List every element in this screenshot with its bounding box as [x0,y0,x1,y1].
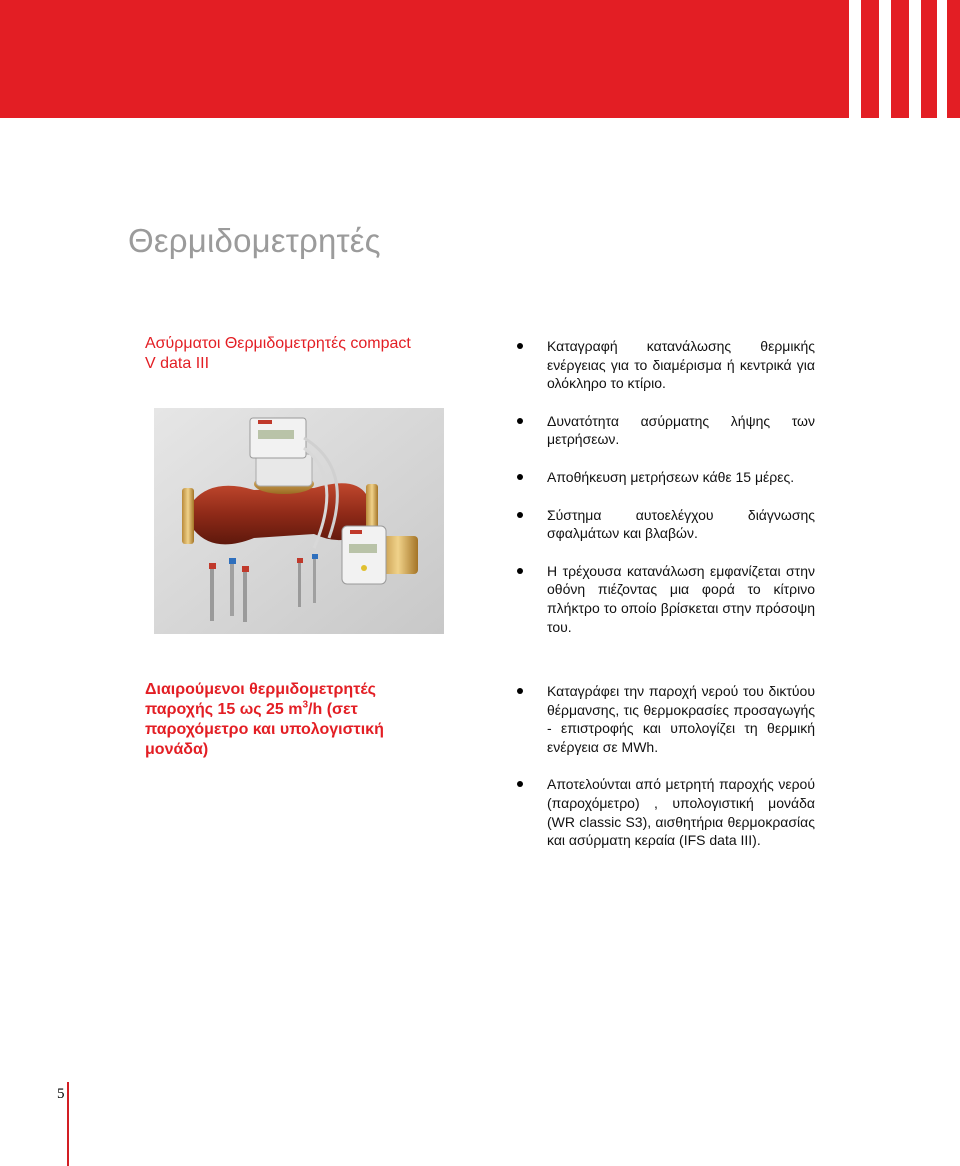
list-item: Αποθήκευση μετρήσεων κάθε 15 μέρες. [515,468,815,487]
header-stripe [849,0,861,118]
section2-heading [145,680,384,760]
page-rule [67,1082,69,1166]
list-item: Αποτελούνται από μετρητή παροχής νερού (παροχόμετρο) , υπολογιστική μονάδα (WR classic S3), αισθητήρια θερμοκρασίας και ασύρματη κεραία (IFS data III). [515,775,815,849]
section1-heading [145,334,411,374]
product-photo [154,408,444,634]
section1-heading-line: V data III [145,355,210,372]
bullet-icon [517,474,523,480]
section2-heading-line: Διαιρούμενοι θερμιδομετρητές [145,681,376,698]
bullet-icon [517,568,523,574]
bullet-icon [517,688,523,694]
bullet-icon [517,343,523,349]
section2-bullet-list [515,682,815,850]
header-stripe [937,0,947,118]
header-stripes [836,0,960,118]
list-item: Δυνατότητα ασύρματης λήψης των μετρήσεων. [515,412,815,449]
page-title: Θερμιδομετρητές [128,222,381,259]
bullet-icon [517,781,523,787]
list-item: Καταγραφή κατανάλωσης θερμικής ενέργειας για το διαμέρισμα ή κεντρικά για ολόκληρο το κτίριο. [515,337,815,393]
page-number: 5 [57,1086,65,1102]
bullet-icon [517,418,523,424]
header-stripe [909,0,921,118]
header-stripe [879,0,891,118]
header-band [0,0,960,118]
section1-heading-line: Ασύρματοι Θερμιδομετρητές compact [145,335,411,352]
section2-heading-line: παροχής 15 ως 25 $m^3/h$ (σετ [145,699,358,718]
list-item: Καταγράφει την παροχή νερού του δικτύου θέρμανσης, τις θερμοκρασίες προσαγωγής - επιστροφής και υπολογίζει τη θερμική ενέργεια σε MWh. [515,682,815,756]
section2-heading-line: μονάδα) [145,741,209,758]
bullet-icon [517,512,523,518]
list-item: Η τρέχουσα κατανάλωση εμφανίζεται στην οθόνη πιέζοντας μια φορά το κίτρινο πλήκτρο το οποίο βρίσκεται στην πρόσοψη του. [515,562,815,636]
section1-bullet-list [515,337,815,636]
list-item: Σύστημα αυτοελέγχου διάγνωσης σφαλμάτων και βλαβών. [515,506,815,543]
section2-heading-line: παροχόμετρο και υπολογιστική [145,721,384,738]
